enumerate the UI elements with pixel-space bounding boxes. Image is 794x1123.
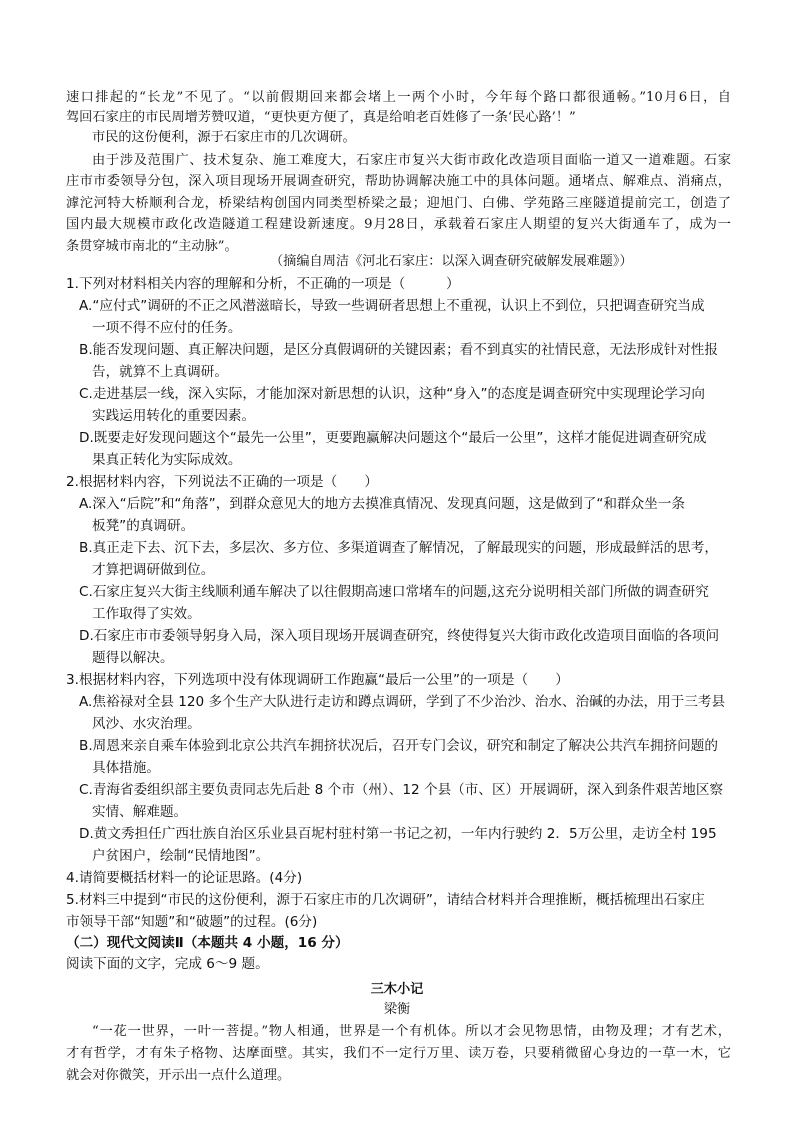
q3-option-a-line-1: A.焦裕禄对全县 120 多个生产大队进行走访和蹲点调研，学到了不少治沙、治水、治碱的办法，用于三考县 — [79, 694, 726, 710]
q3-option-b-line-2: 具体措施。 — [92, 760, 160, 776]
material-source: （摘编自周洁《河北石家庄：以深入调查研究破解发展难题》） — [270, 254, 633, 269]
q1-option-d-line-2: 果真正转化为实际成效。 — [92, 452, 242, 468]
q3-option-a-line-2: 风沙、水灾治理。 — [92, 716, 201, 732]
material-line-3: 市民的这份便利，源于石家庄市的几次调研。 — [92, 130, 356, 145]
material-line-8: 条贯穿城市南北的“主动脉”。 — [66, 239, 238, 254]
q1-option-b-line-1: B.能否发现问题、真正解决问题，是区分真假调研的关键因素；看不到真实的社情民意，无法形成针对性报 — [79, 342, 718, 358]
q2-stem: 2.根据材料内容，下列说法不正确的一项是（ ） — [66, 474, 379, 490]
q3-option-b-line-1: B.周恩来亲自乘车体验到北京公共汽车拥挤状况后，召开专门会议，研究和制定了解决公共汽车拥挤问题的 — [79, 738, 718, 754]
q1-option-c-line-1: C.走进基层一线，深入实际，才能加深对新思想的认识，这种“身入”的态度是调查研究中实现理论学习向 — [79, 386, 706, 402]
q1-option-a-line-1: A.“应付式”调研的不正之风潜滋暗长，导致一些调研者思想上不重视，认识上不到位，只把调查研究当成 — [79, 298, 705, 314]
q2-option-d-line-1: D.石家庄市市委领导躬身入局，深入项目现场开展调查研究，终使得复兴大街市政化改造项目面临的各项问 — [79, 628, 720, 644]
material-line-6: 滹沱河特大桥顺利合龙，桥梁结构创国内同类型桥梁之最；迎旭门、白佛、学苑路三座隧道提前完工，创造了 — [66, 196, 731, 211]
q5-stem-line-1: 5.材料三中提到“市民的这份便利，源于石家庄市的几次调研”，请结合材料并合理推断，概括梳理出石家庄 — [66, 892, 705, 908]
article-line-3: 就会对你微笑，开示出一点什么道理。 — [66, 1068, 291, 1083]
q1-option-d-line-1: D.既要走好发现问题这个“最先一公里”，更要跑赢解决问题这个“最后一公里”，这样才能促进调查研究成 — [79, 430, 707, 446]
q3-stem: 3.根据材料内容，下列选项中没有体现调研工作跑赢“最后一公里”的一项是（ ） — [66, 672, 569, 688]
material-line-4: 由于涉及范围广、技术复杂、施工难度大，石家庄市复兴大街市政化改造项目面临一道又一道难题。石家 — [92, 153, 731, 168]
section-heading: （二）现代文阅读Ⅱ（本题共 4 小题，16 分） — [66, 935, 349, 951]
material-line-5: 庄市市委领导分包，深入项目现场开展调查研究，帮助协调解决施工中的具体问题。通堵点、解难点、消痛点， — [66, 174, 731, 189]
q3-option-d-line-1: D.黄文秀担任广西壮族自治区乐业县百坭村驻村第一书记之初，一年内行驶约 2．5万公里，走访全村 195 — [79, 826, 717, 842]
q4-stem: 4.请简要概括材料一的论证思路。(4分) — [66, 870, 303, 886]
q2-option-c-line-1: C.石家庄复兴大街主线顺利通车解决了以往假期高速口常堵车的问题,这充分说明相关部门所做的调查研究 — [79, 584, 709, 600]
article-line-1: “一花一世界，一叶一菩提。”物人相通，世界是一个有机体。所以才会见物思情，由物及理；才有艺术， — [92, 1024, 731, 1039]
material-line-7: 国内最大规模市政化改造隧道工程建设新速度。9月28日，承载着石家庄人期望的复兴大街通车了，成为一 — [66, 217, 731, 232]
q1-option-b-line-2: 告，就算不上真调研。 — [92, 364, 228, 380]
q5-stem-line-2: 市领导干部“知题”和“破题”的过程。(6分) — [66, 914, 318, 930]
material-line-1: 速口排起的“长龙”不见了。“以前假期回来都会堵上一两个小时，今年每个路口都很通畅。”10月6日，自 — [66, 90, 731, 105]
article-author: 梁衡 — [383, 1002, 411, 1017]
q2-option-a-line-1: A.深入“后院”和“角落”，到群众意见大的地方去摸准真情况、发现真问题，这是做到了“和群众坐一条 — [79, 496, 685, 512]
q1-option-c-line-2: 实践运用转化的重要因素。 — [92, 408, 256, 424]
q1-stem: 1.下列对材料相关内容的理解和分析，不正确的一项是（ ） — [66, 276, 460, 292]
section-instruction: 阅读下面的文字，完成 6～9 题。 — [66, 956, 269, 972]
q2-option-d-line-2: 题得以解决。 — [92, 650, 174, 666]
q1-option-a-line-2: 一项不得不应付的任务。 — [92, 320, 242, 336]
q3-option-c-line-2: 实情、解难题。 — [92, 804, 188, 820]
article-line-2: 才有哲学，才有朱子格物、达摩面壁。其实，我们不一定行万里、读万卷，只要稍微留心身边的一草一木，它 — [66, 1046, 731, 1061]
material-line-2: 驾回石家庄的市民周增芳赞叹道，“更快更方便了，真是给咱老百姓修了一条‘民心路’！” — [66, 110, 576, 125]
q2-option-b-line-2: 才算把调研做到位。 — [92, 562, 215, 578]
q2-option-a-line-2: 板凳”的真调研。 — [92, 518, 195, 534]
q2-option-c-line-2: 工作取得了实效。 — [92, 606, 201, 622]
article-title: 三木小记 — [370, 982, 424, 997]
q3-option-c-line-1: C.青海省委组织部主要负责同志先后赴 8 个市（州）、12 个县（市、区）开展调研，深入到条件艰苦地区察 — [79, 782, 724, 798]
q2-option-b-line-1: B.真正走下去、沉下去，多层次、多方位、多渠道调查了解情况，了解最现实的问题，形成最鲜活的思考， — [79, 540, 718, 556]
q3-option-d-line-2: 户贫困户，绘制“民情地图”。 — [92, 848, 270, 864]
